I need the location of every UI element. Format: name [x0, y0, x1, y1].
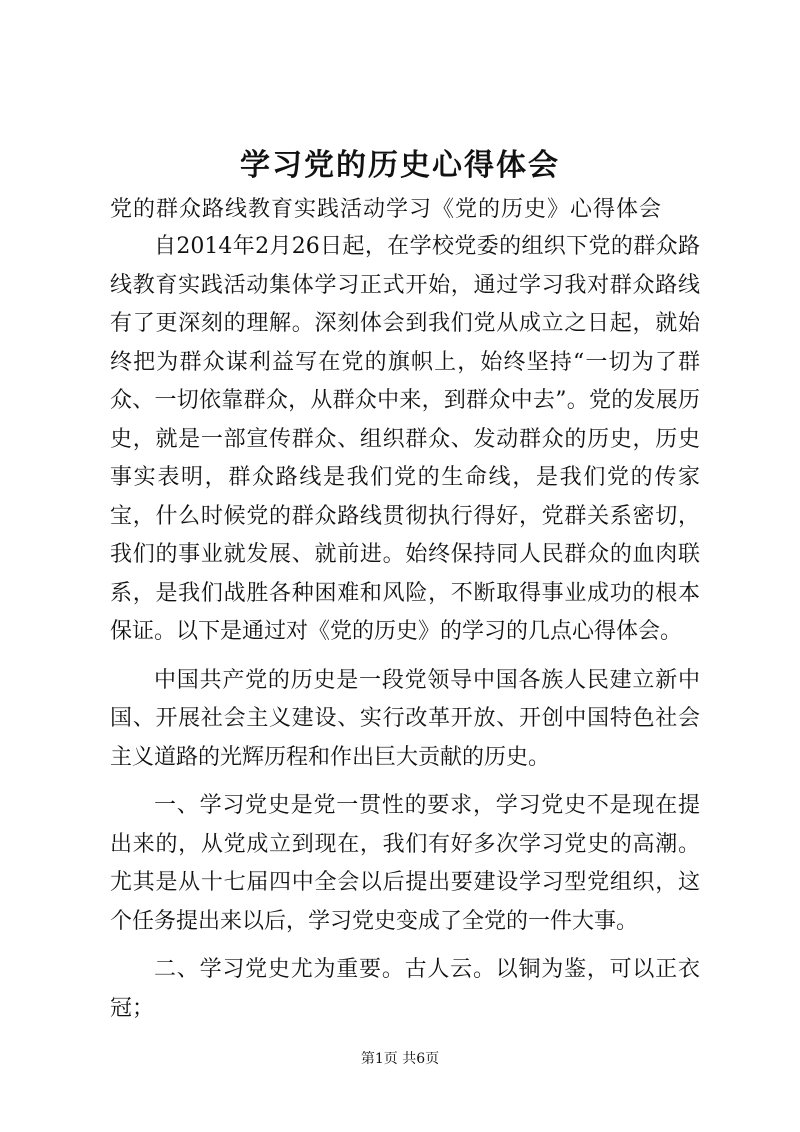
- document-title: 学习党的历史心得体会: [240, 148, 560, 183]
- paragraph-intro: 自2014年2月26日起，在学校党委的组织下党的群众路线教育实践活动集体学习正式开始，通过学习我对群众路线有了更深刻的理解。深刻体会到我们党从成立之日起，就始终把为群众谋利益写在党的旗帜上，始终坚持“一切为了群众、一切依靠群众，从群众中来，到群众中去”。党的发展历史，就是一部宣传群众、组织群众、发动群众的历史，历史事实表明，群众路线是我们党的生命线，是我们党的传家宝，什么时候党的群众路线贯彻执行得好，党群关系密切，我们的事业就发展、就前进。始终保持同人民群众的血肉联系，是我们战胜各种困难和风险，不断取得事业成功的根本保证。以下是通过对《党的历史》的学习的几点心得体会。: [110, 234, 700, 644]
- document-body: [110, 228, 700, 1038]
- paragraph-point-one: 一、学习党史是党一贯性的要求，学习党史不是现在提出来的，从党成立到现在，我们有好多次学习党史的高潮。尤其是从十七届四中全会以后提出要建设学习型党组织，这个任务提出来以后，学习党史变成了全党的一件大事。: [110, 793, 700, 934]
- document-subtitle: 党的群众路线教育实践活动学习《党的历史》心得体会: [110, 197, 663, 222]
- paragraph-point-two: 二、学习党史尤为重要。古人云。以铜为鉴，可以正衣冠；: [110, 957, 700, 1021]
- page-number-footer: 第1页 共6页: [360, 1051, 440, 1067]
- paragraph-history: 中国共产党的历史是一段党领导中国各族人民建立新中国、开展社会主义建设、实行改革开放、开创中国特色社会主义道路的光辉历程和作出巨大贡献的历史。: [110, 667, 700, 770]
